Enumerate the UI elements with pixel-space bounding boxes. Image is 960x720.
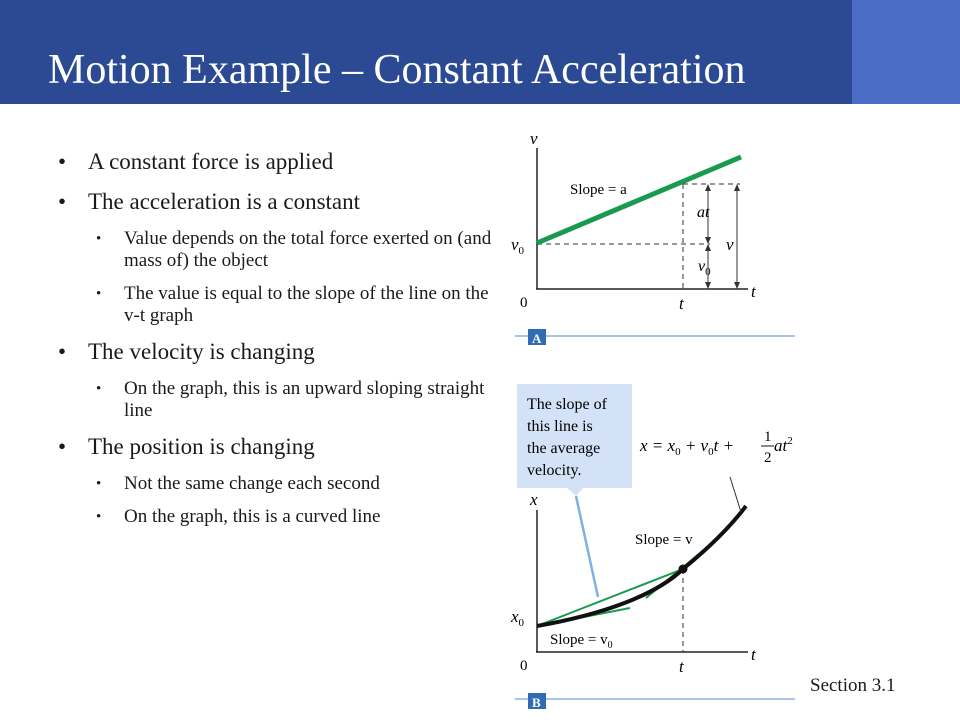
graph-b-t-label: t (679, 657, 684, 676)
graph-b-callout-line-4: velocity. (527, 462, 582, 479)
graph-b-eq-end: $at^2$ (774, 435, 793, 455)
graph-a-v-right-label: v (726, 235, 734, 254)
graph-a-t-axis-label: t (751, 282, 756, 301)
graph-b-position-curve (537, 506, 746, 626)
graph-a-arrowhead (705, 282, 711, 289)
graph-b-x-axis-label: x (530, 490, 538, 509)
graph-b-label: B (532, 695, 541, 710)
graph-b-callout-line-2: this line is (527, 418, 593, 435)
bullet-position: • The position is changing (58, 433, 498, 461)
graph-a-slope-label: Slope = a (570, 182, 627, 198)
bullet-list (58, 148, 498, 539)
graph-a-arrowhead (705, 237, 711, 244)
graph-a-arrowhead (705, 184, 711, 191)
graph-b-t-axis-label: t (751, 645, 756, 664)
graph-a-label: A (532, 331, 542, 346)
bullet-force: • A constant force is applied (58, 148, 498, 176)
sub-bullet-force-mass: • Value depends on the total force exerted on (and mass of) the object (96, 228, 498, 272)
graph-a-at-label: at (697, 204, 710, 221)
sub-bullet-not-same: • Not the same change each second (96, 473, 498, 495)
graph-b-x0-label: $x_0$ (511, 607, 525, 629)
graph-b-eq-frac-num: 1 (764, 429, 772, 445)
graph-b-callout-line-3: the average (527, 440, 601, 457)
bullet-velocity: • The velocity is changing (58, 338, 498, 366)
graph-b-point (679, 565, 688, 574)
sub-bullet-slope: • The value is equal to the slope of the line on the v-t graph (96, 283, 498, 327)
graph-b-slope-v0-label: Slope = $v_0$ (550, 632, 613, 651)
graph-a-v0-label: $v_0$ (511, 235, 525, 257)
sub-bullet-straight-line: • On the graph, this is an upward sloping straight line (96, 378, 498, 422)
graph-b-position-time (500, 376, 800, 716)
slide-title: Motion Example – Constant Acceleration (48, 47, 746, 93)
graph-a-arrowhead (705, 244, 711, 251)
graph-b-equation: $x = x_0 + v_0t$ + (640, 436, 735, 458)
graph-b-slope-v-label: Slope = v (635, 532, 693, 548)
graph-b-callout-pointer (567, 488, 583, 496)
graph-a-origin-label: 0 (520, 295, 528, 311)
graph-a-t-label: t (679, 294, 684, 313)
sub-bullet-curved: • On the graph, this is a curved line (96, 506, 498, 528)
graph-a-arrowhead (734, 282, 740, 289)
graph-b-callout-leader (576, 496, 598, 597)
graph-a-velocity-time (500, 124, 800, 350)
title-bar (0, 0, 960, 104)
graph-b-origin-label: 0 (520, 658, 528, 674)
graph-b-eq-pointer (730, 477, 741, 512)
graph-b-callout-line-1: The slope of (527, 396, 607, 413)
graph-a-v0-right-label: $v_0$ (698, 258, 711, 278)
section-reference: Section 3.1 (810, 675, 896, 696)
bullet-acceleration: • The acceleration is a constant (58, 188, 498, 216)
graph-a-velocity-line (537, 157, 741, 243)
graph-a-arrowhead (734, 184, 740, 191)
graph-b-average-velocity-line (537, 569, 683, 626)
graph-b-eq-frac-den: 2 (764, 450, 772, 466)
title-corner-decoration (852, 0, 960, 104)
graph-a-v-axis-label: v (530, 129, 538, 148)
